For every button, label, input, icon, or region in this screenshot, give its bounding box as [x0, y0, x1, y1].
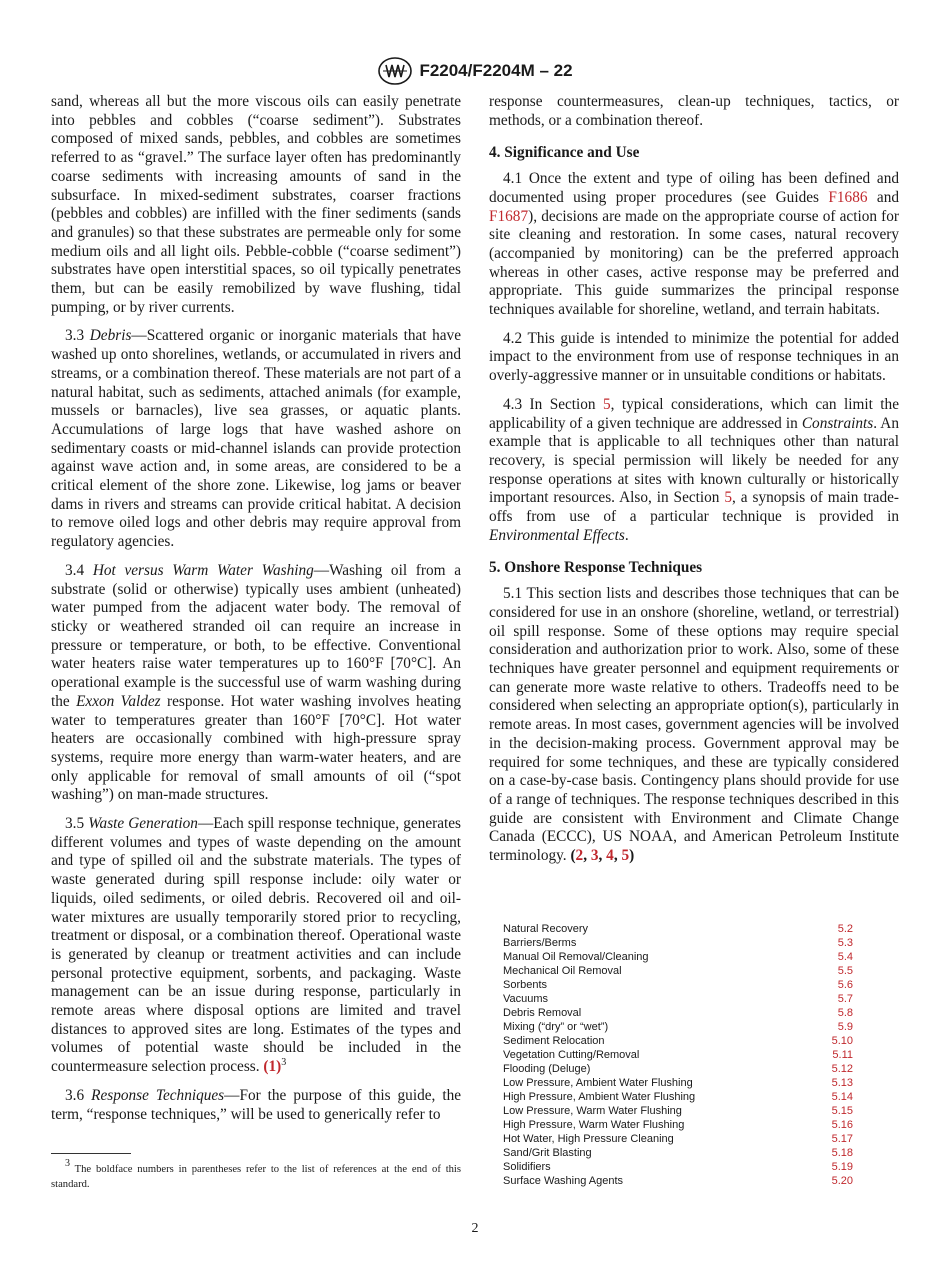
section-link[interactable]: 5.14 [831, 1091, 853, 1103]
footnote-divider [51, 1153, 131, 1154]
heading-onshore-response-techniques: 5. Onshore Response Techniques [489, 559, 703, 577]
section-5-1: 5.1 This section lists and describes those techniques that can be considered for use in an onshore (shoreline, wetland, or terrestrial) oil spill response. Some of these options may require special consideration and authorization prior to work. Also, some of these techniques have greater personnel and equipment requirements or can generate more waste relative to others. Tradeoffs need to be considered when selecting an appropriate option(s), particularly in remote areas. In most cases, government agencies will be involved in the decision-making process. Government approval may be required for some techniques, and these are typically considered on a case-by-case basis. Contingency plans should provide for use of a range of techniques. The response techniques described in this guide are consistent with Environment and Climate Change Canada (ECCC), US NOAA, and American Petroleum Institute terminology. (2, 3, 4, 5) [489, 585, 899, 865]
footnote: $^3$ The boldface numbers in parentheses refer to the list of references at the end of this standard. [51, 1158, 461, 1190]
page-header [0, 56, 950, 86]
list-item: Solidifiers 5.19 [503, 1161, 853, 1173]
section-link[interactable]: 5.3 [837, 937, 853, 949]
term-hot-warm-washing: Hot versus Warm Water Washing [92, 561, 314, 579]
paragraph-3-2-continued: sand, whereas all but the more viscous oils can easily penetrate into pebbles and cobbles (“coarse sediment”). Substrates composed of mixed sands, pebbles, and cobbles are sometimes referred to as “gravel.” The surface layer often has predominantly coarse sediments with increasing amounts of sand in the subsurface. In mixed-sediment substrates, coarser fractions (pebbles and cobbles) are infilled with the finer sediments (sands and granules) so that these substrates are permeable only for some medium oils and all light oils. Pebble-cobble (“coarse sediment”) substrates have open interstitial spaces, so oil typically penetrates them, but can be easily remobilized by wave flushing, tidal pumping, or by river currents. [51, 93, 461, 316]
list-item: Barriers/Berms 5.3 [503, 937, 853, 949]
reference-link[interactable]: 3 [590, 847, 599, 865]
list-item: Vegetation Cutting/Removal 5.11 [503, 1049, 853, 1061]
reference-link[interactable]: 4 [606, 847, 614, 865]
link-section-5[interactable]: 5 [724, 489, 733, 507]
term-waste-generation: Waste Generation [88, 815, 198, 833]
document-id: F2204/F2204M – 22 [419, 61, 573, 80]
section-link[interactable]: 5.15 [831, 1105, 853, 1117]
term-debris: Debris [89, 327, 132, 345]
link-f1687[interactable]: F1687 [489, 207, 529, 225]
section-3-5: 3.5 Waste Generation—Each spill response technique, generates different volumes and types of waste depending on the amount and type of spilled oil and the substrate materials. The types of waste generated during spill response include: oily water or liquids, oiled sediments, or oiled debris. Recovered oil and oil-water mixtures are usually temporarily stored prior to recycling, treatment or disposal, or a combination thereof. Operational waste is generated by cleanup or treatment activities and can include personal protective equipment, sorbents, and packaging. Waste management can be an issue during response, particularly in remote areas where disposal options are limited and travel distances to approved sites are long. Estimates of the types and volumes of potential waste should be included in the countermeasure selection process. $(1)^3$ [51, 815, 461, 1076]
list-item: Manual Oil Removal/Cleaning 5.4 [503, 951, 853, 963]
section-link[interactable]: 5.16 [831, 1119, 853, 1131]
section-4-3: 4.3 In Section 5, typical considerations, which can limit the applicability of a given technique are addressed in Constraints. An example that is applicable to all techniques other than natural recovery, is special permission will likely be needed for any response operations at sites with known culturally or historically important resources. Also, in Section 5, a synopsis of main trade-offs from use of a particular technique is provided in Environmental Effects. [489, 395, 900, 544]
section-3-4: 3.4 Hot versus Warm Water Washing—Washing oil from a substrate (solid or otherwise) typically uses ambient (unheated) water pumped from the adjacent water body. The removal of sticky or weathered stranded oil can require an increase in pressure or temperature, or both, to be effective. Conventional water heaters raise water temperatures up to 160°F [70°C]. An operational example is the successful use of warm washing during the Exxon Valdez response. Hot water washing involves heating water to temperatures greater than 160°F [70°C]. Hot water heaters are occasionally combined with high-pressure spray systems, require more energy than warm-water heaters, and are only applicable for removal of small amounts of oil (“spot washing”) on man-made structures. [51, 561, 462, 804]
list-item: High Pressure, Warm Water Flushing 5.16 [503, 1119, 853, 1131]
list-item: Low Pressure, Warm Water Flushing 5.15 [503, 1105, 853, 1117]
list-item: Vacuums 5.7 [503, 993, 853, 1005]
heading-significance-and-use: 4. Significance and Use [489, 144, 640, 162]
link-f1686[interactable]: F1686 [828, 188, 868, 206]
section-link[interactable]: 5.9 [837, 1021, 853, 1033]
section-link[interactable]: 5.17 [831, 1133, 853, 1145]
section-link[interactable]: 5.10 [831, 1035, 853, 1047]
astm-logo-icon [377, 56, 413, 86]
list-item: Surface Washing Agents 5.20 [503, 1175, 853, 1187]
link-section-5[interactable]: 5 [603, 395, 611, 413]
section-4-2: 4.2 This guide is intended to minimize the potential for added impact to the environment from use of response techniques in an overly-aggressive manner or in unsuitable conditions or habitats. [489, 329, 899, 385]
footnote-marker[interactable]: 3 [281, 1057, 287, 1069]
list-item: High Pressure, Ambient Water Flushing 5.14 [503, 1091, 853, 1103]
section-4-1: 4.1 Once the extent and type of oiling has been defined and documented using proper procedures (see Guides F1686 and F1687), decisions are made on the appropriate course of action for site cleaning and restoration. In some cases, natural recovery (accompanied by monitoring) can be the preferred approach whereas in other cases, active response may be preferred and appropriate. This guide summarizes the principal response techniques available for shoreline, wetland, and terrain habitats. [489, 170, 899, 319]
section-link[interactable]: 5.19 [831, 1161, 853, 1173]
list-item: Sand/Grit Blasting 5.18 [503, 1147, 853, 1159]
section-3-3: 3.3 Debris—Scattered organic or inorganic materials that have washed up onto shorelines, wetlands, or accumulated in rivers and streams, or a combination thereof. These materials are not part of a natural habitat, such as sediments, attached animals (for example, mussels or barnacles), live sea grasses, or aquatic plants. Accumulations of large logs that have washed ashore on sedimentary coasts or mid-channel islands can provide protection against wave action and, in some areas, are considered to be a critical element of the shore zone. Likewise, log jams or beaver dams in rivers and streams can provide critical habitat. A decision to remove oiled logs and other debris may require approval from regulatory agencies. [51, 327, 461, 551]
techniques-list [503, 922, 853, 1188]
section-link[interactable]: 5.20 [831, 1175, 853, 1187]
left-column [51, 93, 461, 1134]
list-item: Flooding (Deluge) 5.12 [503, 1063, 853, 1075]
section-link[interactable]: 5.13 [831, 1077, 853, 1089]
list-item: Debris Removal 5.8 [503, 1007, 853, 1019]
section-link[interactable]: 5.11 [832, 1049, 853, 1061]
section-link[interactable]: 5.8 [837, 1007, 853, 1019]
section-link[interactable]: 5.7 [837, 993, 853, 1005]
reference-link[interactable]: 2 [575, 847, 584, 865]
section-link[interactable]: 5.2 [837, 923, 853, 935]
footnote-number: 3 [65, 1158, 70, 1169]
list-item: Natural Recovery 5.2 [503, 923, 853, 935]
term-response-techniques: Response Techniques [91, 1086, 225, 1104]
list-item: Mixing (“dry” or “wet”) 5.9 [503, 1021, 853, 1033]
section-link[interactable]: 5.12 [831, 1063, 853, 1075]
list-item: Sorbents 5.6 [503, 979, 853, 991]
section-3-6: 3.6 Response Techniques—For the purpose of this guide, the term, “response techniques,” will be used to generically refer to [51, 1086, 462, 1123]
section-link[interactable]: 5.6 [837, 979, 853, 991]
page-number: 2 [471, 1221, 479, 1236]
reference-link[interactable]: (1) [263, 1058, 282, 1076]
paragraph-3-6-continued: response countermeasures, clean-up techniques, tactics, or methods, or a combination thereof. [489, 93, 899, 129]
list-item: Sediment Relocation 5.10 [503, 1035, 853, 1047]
list-item: Mechanical Oil Removal 5.5 [503, 965, 853, 977]
section-link[interactable]: 5.18 [831, 1147, 853, 1159]
reference-link[interactable]: 5 [621, 847, 630, 865]
list-item: Low Pressure, Ambient Water Flushing 5.13 [503, 1077, 853, 1089]
section-link[interactable]: 5.4 [837, 951, 853, 963]
right-column [489, 93, 899, 876]
list-item: Hot Water, High Pressure Cleaning 5.17 [503, 1133, 853, 1145]
section-link[interactable]: 5.5 [837, 965, 853, 977]
